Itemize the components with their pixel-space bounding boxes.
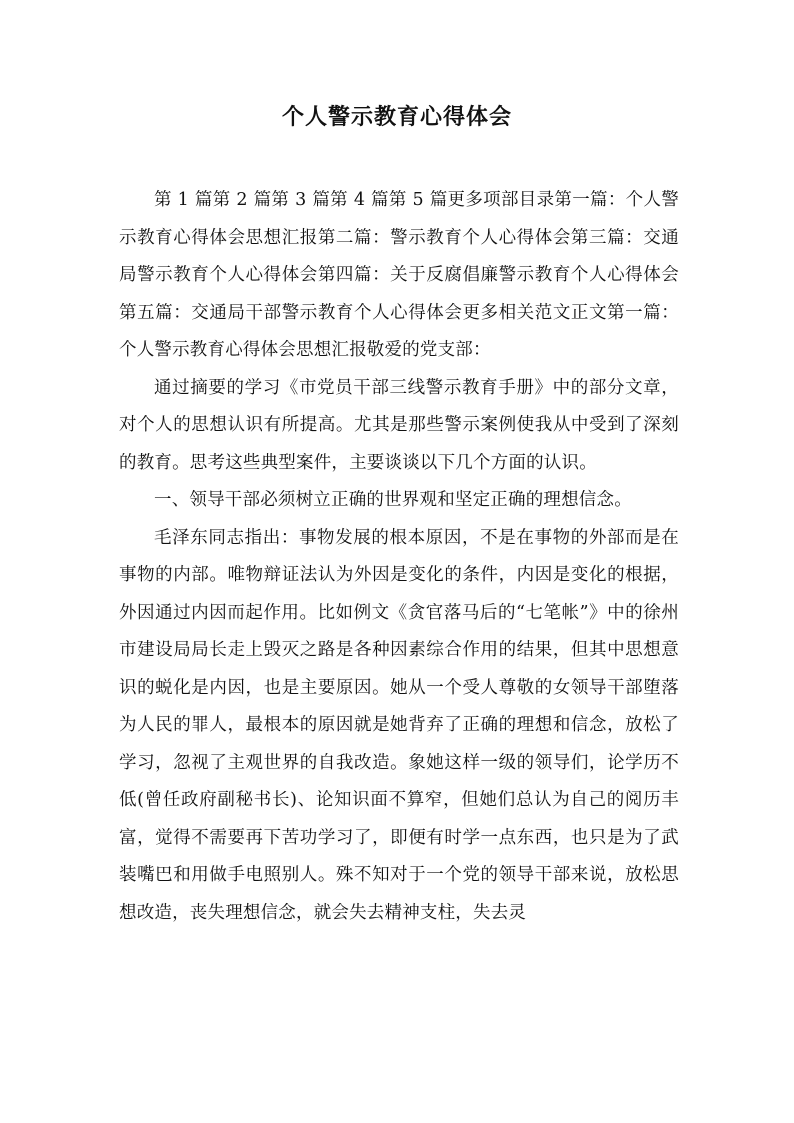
paragraph-main: 毛泽东同志指出：事物发展的根本原因，不是在事物的外部而是在事物的内部。唯物辩证法认为外因是变化的条件，内因是变化的根据，外因通过内因而起作用。比如例文《贪官落马后的“七笔帐”》中的徐州市建设局局长走上毁灭之路是各种因素综合作用的结果，但其中思想意识的蜕化是内因，也是主要原因。她从一个受人尊敬的女领导干部堕落为人民的罪人，最根本的原因就是她背弃了正确的理想和信念，放松了学习，忽视了主观世界的自我改造。象她这样一级的领导们，论学历不低(曾任政府副秘书长)、论知识面不算窄，但她们总认为自己的阅历丰富，觉得不需要再下苦功学习了，即便有时学一点东西，也只是为了武装嘴巴和用做手电照别人。殊不知对于一个党的领导干部来说，放松思想改造，丧失理想信念，就会失去精神支柱，失去灵 bbox=[119, 527, 679, 923]
paragraph-section-heading: 一、领导干部必须树立正确的世界观和坚定正确的理想信念。 bbox=[154, 490, 632, 510]
paragraph-intro: 通过摘要的学习《市党员干部三线警示教育手册》中的部分文章，对个人的思想认识有所提高。尤其是那些警示案例使我从中受到了深刻的教育。思考这些典型案件，主要谈谈以下几个方面的认识。 bbox=[119, 377, 679, 473]
document-body bbox=[119, 182, 679, 932]
paragraph-toc: 第 1 篇第 2 篇第 3 篇第 4 篇第 5 篇更多项部目录第一篇：个人警示教育心得体会思想汇报第二篇：警示教育个人心得体会第三篇：交通局警示教育个人心得体会第四篇：关于反腐倡廉警示教育个人心得体会第五篇：交通局干部警示教育个人心得体会更多相关范文正文第一篇：个人警示教育心得体会思想汇报敬爱的党支部： bbox=[119, 190, 679, 360]
page-title: 个人警示教育心得体会 bbox=[281, 104, 512, 130]
